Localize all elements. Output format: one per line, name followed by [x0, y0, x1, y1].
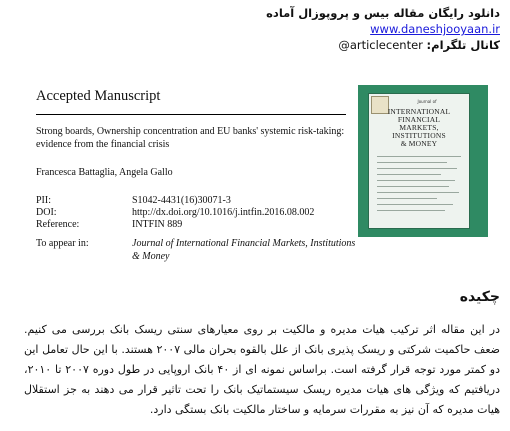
cover-title-line: MARKETS,	[399, 123, 439, 132]
journal-cover-image	[358, 85, 488, 237]
website-link[interactable]: www.daneshjooyaan.ir	[370, 22, 500, 36]
cover-contents-line	[377, 192, 459, 193]
download-banner-text: دانلود رایگان مقاله بیس و پروپوزال آماده	[266, 6, 500, 20]
to-appear-label: To appear in:	[36, 238, 89, 249]
abstract-heading: چکیده	[459, 289, 500, 305]
telegram-label: کانال تلگرام:	[426, 38, 500, 52]
cover-journal-of: Journal of	[417, 99, 437, 104]
article-title: Strong boards, Ownership concentration and EU banks' systemic risk-taking: evidence from the financial crisis	[36, 126, 345, 150]
cover-contents-line	[377, 210, 445, 211]
cover-title-line: INSTITUTIONS	[392, 131, 446, 140]
cover-title	[369, 108, 469, 148]
telegram-handle[interactable]: @articlecenter	[338, 38, 423, 52]
journal-name: Journal of International Financial Markets, Institutions & Money	[132, 238, 356, 262]
reference-value: INTFIN 889	[132, 219, 183, 230]
doi-label: DOI:	[36, 207, 57, 218]
cover-panel	[368, 93, 470, 229]
cover-title-line: INTERNATIONAL	[387, 107, 451, 116]
cover-contents-line	[377, 198, 437, 199]
cover-contents-line	[377, 204, 453, 205]
pii-value: S1042-4431(16)30071-3	[132, 195, 231, 206]
reference-label: Reference:	[36, 219, 80, 230]
cover-contents-line	[377, 168, 457, 169]
cover-contents-line	[377, 162, 447, 163]
abstract-body: در این مقاله اثر ترکیب هیات مدیره و مالکیت بر روی معیارهای سنتی ریسک بانک بررسی می کنیم. ضعف حاکمیت شرکتی و ریسک پذیری بانک از علل بالقوه بحران مالی ۲۰۰۷ هستند. با این حال تعامل این دو کمتر مورد توجه قرار گرفته است. براساس نمونه ای از ۴۰ بانک اروپایی در طول دوره ۲۰۰۷ تا ۲۰۱۰، دریافتیم که ویژگی های هیات مدیره ریسک سیستماتیک بانک را تحت تاثیر قرار می دهند به جز استقلال هیات مدیره که آن نیز به مقررات سرمایه و ساختار مالکیت بانک بستگی دارد.	[24, 323, 501, 416]
cover-contents-line	[377, 156, 461, 157]
article-authors: Francesca Battaglia, Angela Gallo	[36, 167, 173, 178]
cover-contents-line	[377, 180, 455, 181]
heading-divider	[36, 114, 346, 115]
pii-label: PII:	[36, 195, 51, 206]
doi-value[interactable]: http://dx.doi.org/10.1016/j.intfin.2016.08.002	[132, 207, 315, 218]
cover-contents-line	[377, 186, 449, 187]
accepted-manuscript-heading: Accepted Manuscript	[36, 88, 161, 104]
cover-title-line: & MONEY	[400, 139, 438, 148]
cover-title-line: FINANCIAL	[397, 115, 441, 124]
cover-contents-line	[377, 174, 441, 175]
